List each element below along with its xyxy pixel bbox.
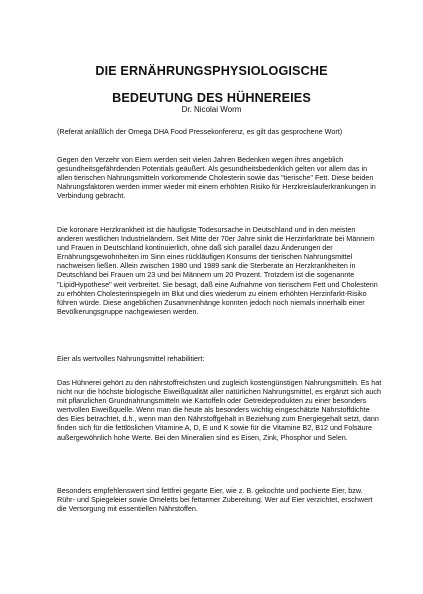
author: Dr. Nicolai Worm bbox=[181, 105, 242, 114]
section-heading: Eier als wertvolles Nahrungsmittel rehabilitiert: bbox=[57, 354, 205, 363]
occasion-note: (Referat anläßlich der Omega DHA Food Pressekonferenz, es gilt das gesprochene Wort) bbox=[57, 127, 343, 136]
title-line-1: DIE ERNÄHRUNGSPHYSIOLOGISCHE bbox=[95, 64, 328, 78]
paragraph-nutrients: Das Hühnerei gehört zu den nährstoffreichsten und zugleich kostengünstigen Nahrungsmitteln. Es hat nicht nur die höchste biologische Eiweißqualität aller natürlichen Nahrungsmittel, es ergänzt sich auch mit pflanzlichen Grundnahrungsmitteln wie Kartoffeln oder Getreideprodukten zu einer besonders wertvollen Eiweißquelle. Wenn man die heute als besonders wichtig eingeschätzte Nährstoffdichte des Eies betrachtet, d.h., wenn man den Nährstoffgehalt in Beziehung zum Energiegehalt setzt, dann finden sich für die fettlöslichen Vitamine A, D, E und K sowie für die Vitamine B2, B12 und Folsäure außergewöhnlich hohe Werte. Bei den Mineralien sind es Eisen, Zink, Phosphor und Selen. bbox=[57, 378, 382, 442]
paragraph-recommendation: Besonders empfehlenswert sind fettfrei gegarte Eier, wie z. B. gekochte und pochierte Eier, bzw. Rühr- und Spiegeleier sowie Omeletts bei fettarmer Zubereitung. Wer auf Eier verzichtet, erschwert die Versorgung mit essentiellen Nährstoffen. bbox=[57, 486, 373, 514]
paragraph-intro: Gegen den Verzehr von Eiern werden seit vielen Jahren Bedenken wegen ihres angeblich gesundheitsgefährdenden Potentials geäußert. Als gesundheitsbedenklich gelten vor allem das in allen tierischen Nahrungsmitteln vorkommende Cholesterin sowie das "tierische" Fett. Diese beiden Nahrungsfaktoren werden immer wieder mit einem erhöhten Risiko für Herzkreislauferkrankungen in Verbindung gebracht. bbox=[57, 155, 376, 201]
paragraph-heart-disease: Die koronare Herzkrankheit ist die häufigste Todesursache in Deutschland und in den meisten anderen westlichen Industrieländern. Seit Mitte der 70er Jahre sinkt die Herzinfarktrate bei Männern und Frauen in Deutschland kontinuierlich, ohne daß sich parallel dazu Änderungen der Ernährungsgewohnheiten im Sinn eines rückläufigen Konsums der tierischen Nahrungsmittel nachweisen ließen. Allein zwischen 1980 und 1989 sank die Sterberate an Herzkrankheiten in Deutschland bei Frauen um 23 und bei Männern um 20 Prozent. Trotzdem ist die sogenannte "LipidHypothese" weit verbreitet. Sie besagt, daß eine Aufnahme von tierischem Fett und Cholesterin zu erhöhten Cholesterinspiegeln im Blut und dies wiederum zu einem erhöhten Herzinfarkt-Risiko führen würde. Diese angeblichen Zusammenhänge konnten jedoch noch niemals innerhalb einer Bevölkerungsgruppe nachgewiesen werden. bbox=[57, 225, 378, 316]
title-line-2: BEDEUTUNG DES HÜHNEREIES bbox=[112, 91, 311, 105]
